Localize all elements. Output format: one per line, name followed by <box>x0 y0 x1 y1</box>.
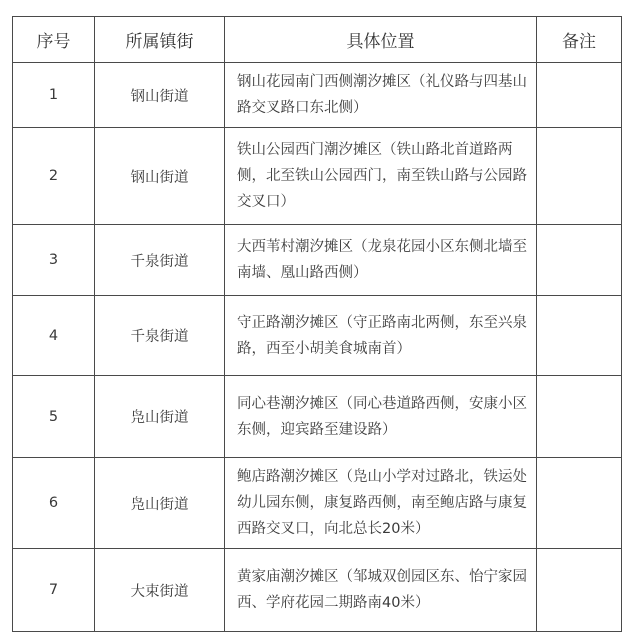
header-row <box>13 17 622 63</box>
cell-no: 2 <box>13 128 95 225</box>
table-row <box>13 225 622 296</box>
cell-no: 5 <box>13 376 95 458</box>
cell-note <box>537 225 622 296</box>
cell-location: 大西苇村潮汐摊区（龙泉花园小区东侧北墙至南墙、凰山路西侧） <box>225 225 537 296</box>
cell-town: 凫山街道 <box>95 376 225 458</box>
cell-town: 钢山街道 <box>95 63 225 128</box>
table-row <box>13 128 622 225</box>
table-header <box>13 17 622 63</box>
header-location: 具体位置 <box>225 17 537 63</box>
table-row <box>13 376 622 458</box>
cell-no: 1 <box>13 63 95 128</box>
cell-no: 6 <box>13 458 95 549</box>
cell-location: 黄家庙潮汐摊区（邹城双创园区东、怡宁家园西、学府花园二期路南40米） <box>225 549 537 632</box>
cell-town: 凫山街道 <box>95 458 225 549</box>
cell-town: 千泉街道 <box>95 296 225 376</box>
cell-town: 钢山街道 <box>95 128 225 225</box>
table-row <box>13 63 622 128</box>
table-row <box>13 549 622 632</box>
stall-location-table <box>12 16 622 632</box>
cell-note <box>537 376 622 458</box>
cell-note <box>537 128 622 225</box>
cell-note <box>537 63 622 128</box>
table-row <box>13 296 622 376</box>
cell-no: 7 <box>13 549 95 632</box>
cell-town: 大束街道 <box>95 549 225 632</box>
cell-location: 钢山花园南门西侧潮汐摊区（礼仪路与四基山路交叉路口东北侧） <box>225 63 537 128</box>
cell-location: 鲍店路潮汐摊区（凫山小学对过路北，铁运处幼儿园东侧，康复路西侧，南至鲍店路与康复西路交叉口，向北总长20米） <box>225 458 537 549</box>
header-town: 所属镇街 <box>95 17 225 63</box>
table-body <box>13 63 622 632</box>
cell-note <box>537 296 622 376</box>
cell-note <box>537 458 622 549</box>
cell-location: 守正路潮汐摊区（守正路南北两侧，东至兴泉路，西至小胡美食城南首） <box>225 296 537 376</box>
header-no: 序号 <box>13 17 95 63</box>
cell-location: 同心巷潮汐摊区（同心巷道路西侧，安康小区东侧，迎宾路至建设路） <box>225 376 537 458</box>
table-row <box>13 458 622 549</box>
cell-no: 4 <box>13 296 95 376</box>
cell-town: 千泉街道 <box>95 225 225 296</box>
cell-location: 铁山公园西门潮汐摊区（铁山路北首道路两侧，北至铁山公园西门，南至铁山路与公园路交叉口） <box>225 128 537 225</box>
header-note: 备注 <box>537 17 622 63</box>
cell-note <box>537 549 622 632</box>
cell-no: 3 <box>13 225 95 296</box>
